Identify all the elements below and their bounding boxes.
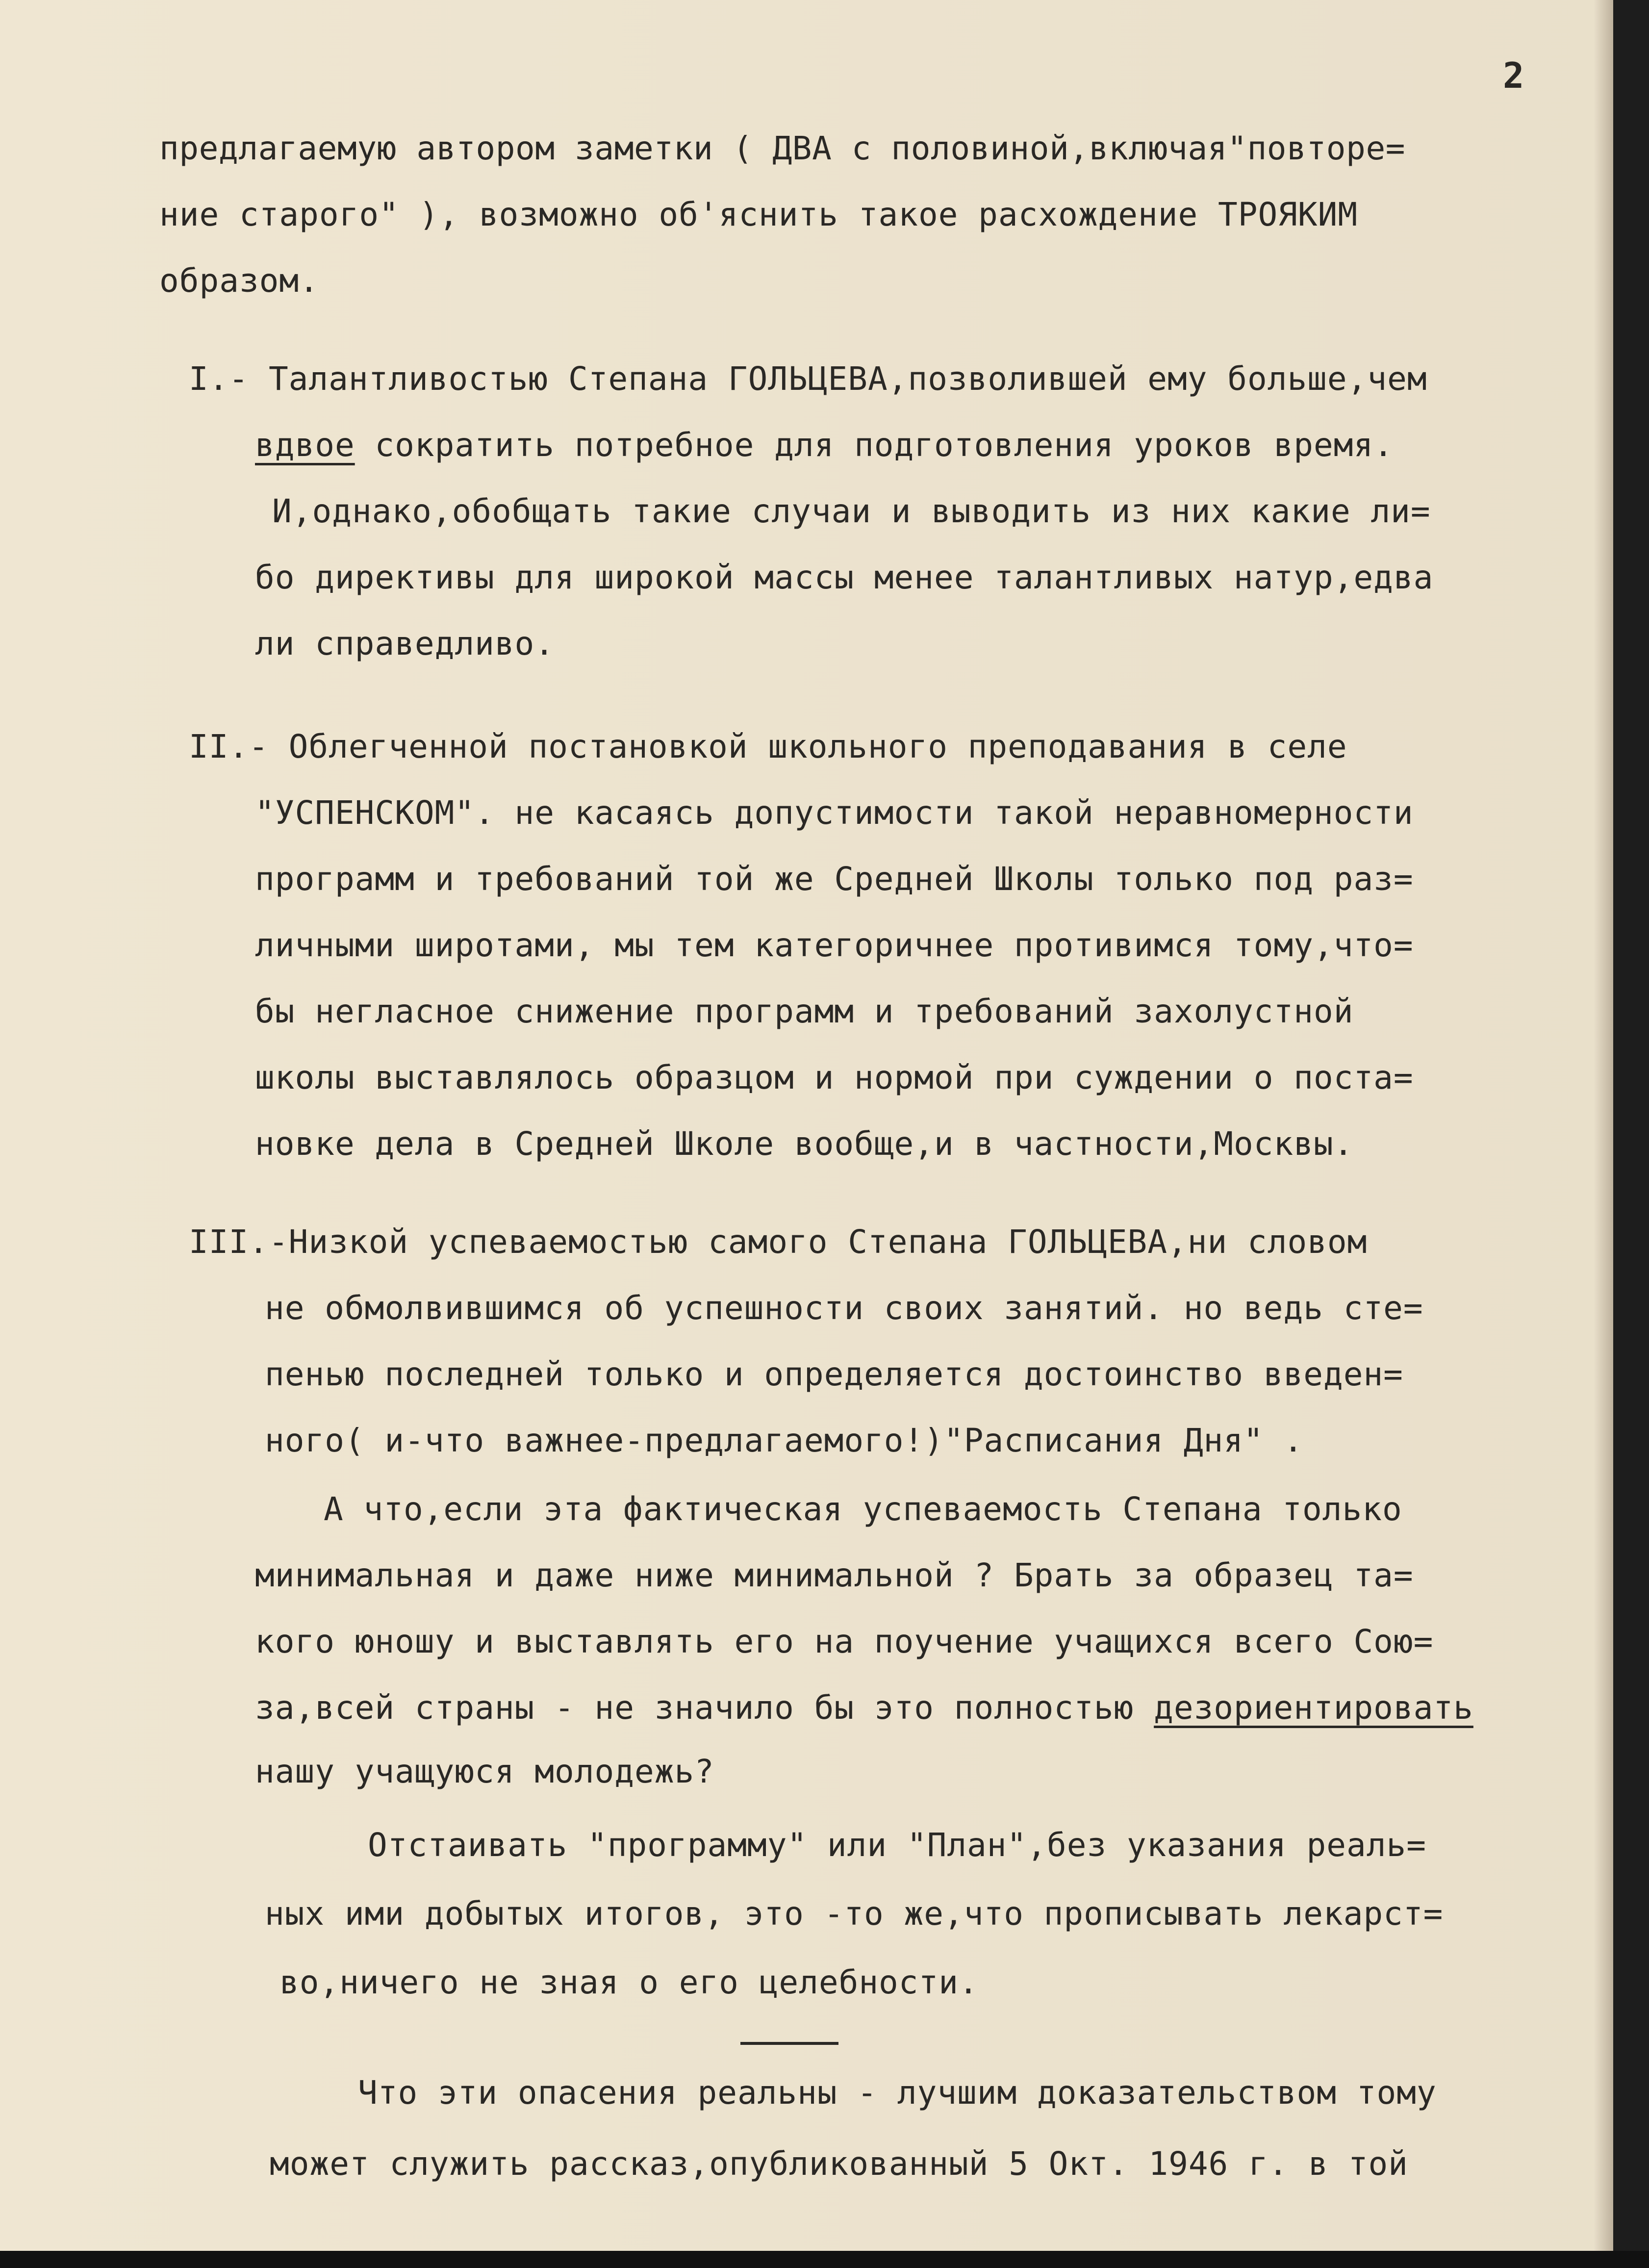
paragraph-line: ных ими добытых итогов, это -то же,что прописывать лекарст= (265, 1895, 1444, 1933)
paragraph-line: может служить рассказ,опубликованный 5 Окт. 1946 г. в той (270, 2145, 1408, 2183)
page-number: 2 (1503, 55, 1525, 96)
section-3-line: III.-Низкой успеваемостью самого Степана ГОЛЬЦЕВА,ни словом (189, 1223, 1368, 1261)
text-line: ние старого" ), возможно об'яснить такое расхождение ТРОЯКИМ (159, 196, 1358, 233)
section-2-line: личными широтами, мы тем категоричнее противимся тому,что= (255, 926, 1414, 964)
underlined-word: дезориентировать (1154, 1689, 1473, 1727)
paragraph-line: во,ничего не зная о его целебности. (279, 1963, 979, 2001)
section-2-line: программ и требований той же Средней Школы только под раз= (255, 860, 1414, 898)
section-3-line: пенью последней только и определяется достоинство введен= (265, 1355, 1403, 1393)
section-3-line: ного( и-что важнее-предлагаемого!)"Расписания Дня" . (265, 1422, 1304, 1459)
section-3-line: кого юношу и выставлять его на поучение учащихся всего Сою= (255, 1623, 1434, 1660)
section-2-line: "УСПЕНСКОМ". не касаясь допустимости такой неравномерности (255, 794, 1414, 832)
text-fragment: за,всей страны - не значило бы это полностью (255, 1689, 1154, 1727)
scan-border-right (1613, 0, 1649, 2268)
section-1-line: бо директивы для широкой массы менее талантливых натур,едва (255, 559, 1434, 596)
section-2-line: II.- Облегченной постановкой школьного преподавания в селе (189, 728, 1347, 765)
section-1-line: И,однако,обобщать такие случаи и выводить из них какие ли= (272, 492, 1431, 530)
section-3-line: А что,если эта фактическая успеваемость Степана только (324, 1490, 1402, 1528)
section-3-line: минимальная и даже ниже минимальной ? Брать за образец та= (255, 1556, 1414, 1594)
section-2-line: школы выставлялось образцом и нормой при суждении о поста= (255, 1059, 1414, 1096)
paragraph-line: Что эти опасения реальны - лучшим доказательством тому (358, 2074, 1437, 2112)
page-edge-shadow (1594, 0, 1613, 2251)
section-1-line: I.- Талантливостью Степана ГОЛЬЦЕВА,позволившей ему больше,чем (189, 360, 1427, 398)
text-line: образом. (159, 262, 319, 300)
section-3-line: нашу учащуюся молодежь? (255, 1753, 714, 1790)
section-2-line: бы негласное снижение программ и требований захолустной (255, 993, 1354, 1030)
text-line: предлагаемую автором заметки ( ДВА с половиной,включая"повторе= (159, 129, 1406, 167)
scan-border-bottom (0, 2251, 1649, 2268)
underlined-word: вдвое (255, 426, 355, 464)
text-fragment: сократить потребное для подготовления уроков время. (355, 426, 1394, 464)
section-3-line: не обмолвившимся об успешности своих занятий. но ведь сте= (265, 1289, 1423, 1327)
section-divider (740, 2042, 838, 2045)
section-3-line (255, 1689, 1473, 1727)
paragraph-line: Отстаивать "программу" или "План",без указания реаль= (368, 1826, 1426, 1864)
section-1-line (255, 426, 1394, 464)
section-1-line: ли справедливо. (255, 625, 555, 663)
section-2-line: новке дела в Средней Школе вообще,и в частности,Москвы. (255, 1125, 1354, 1163)
